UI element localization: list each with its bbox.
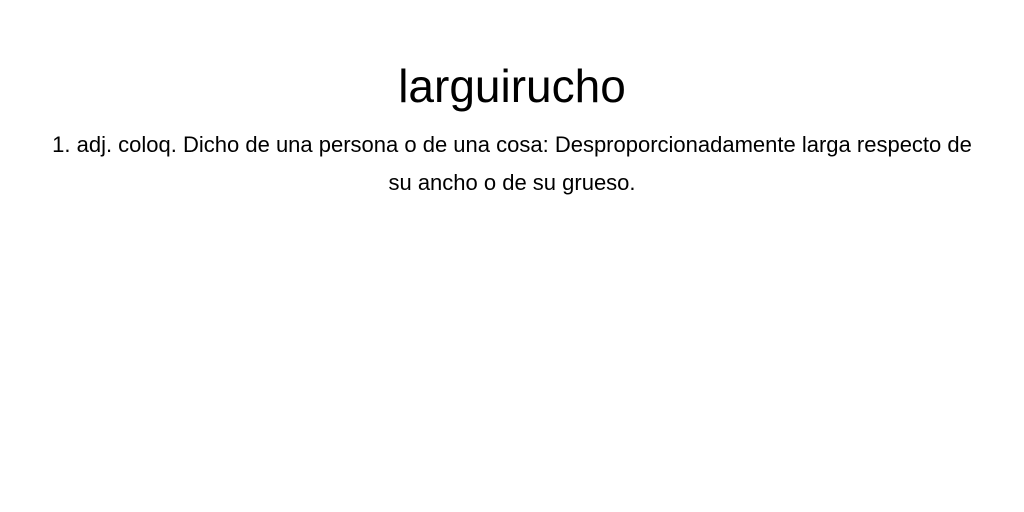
entry-definition: 1. adj. coloq. Dicho de una persona o de una cosa: Desproporcionadamente larga respecto de su ancho o de su grueso. (52, 132, 972, 195)
entry-word: larguirucho (398, 60, 626, 112)
